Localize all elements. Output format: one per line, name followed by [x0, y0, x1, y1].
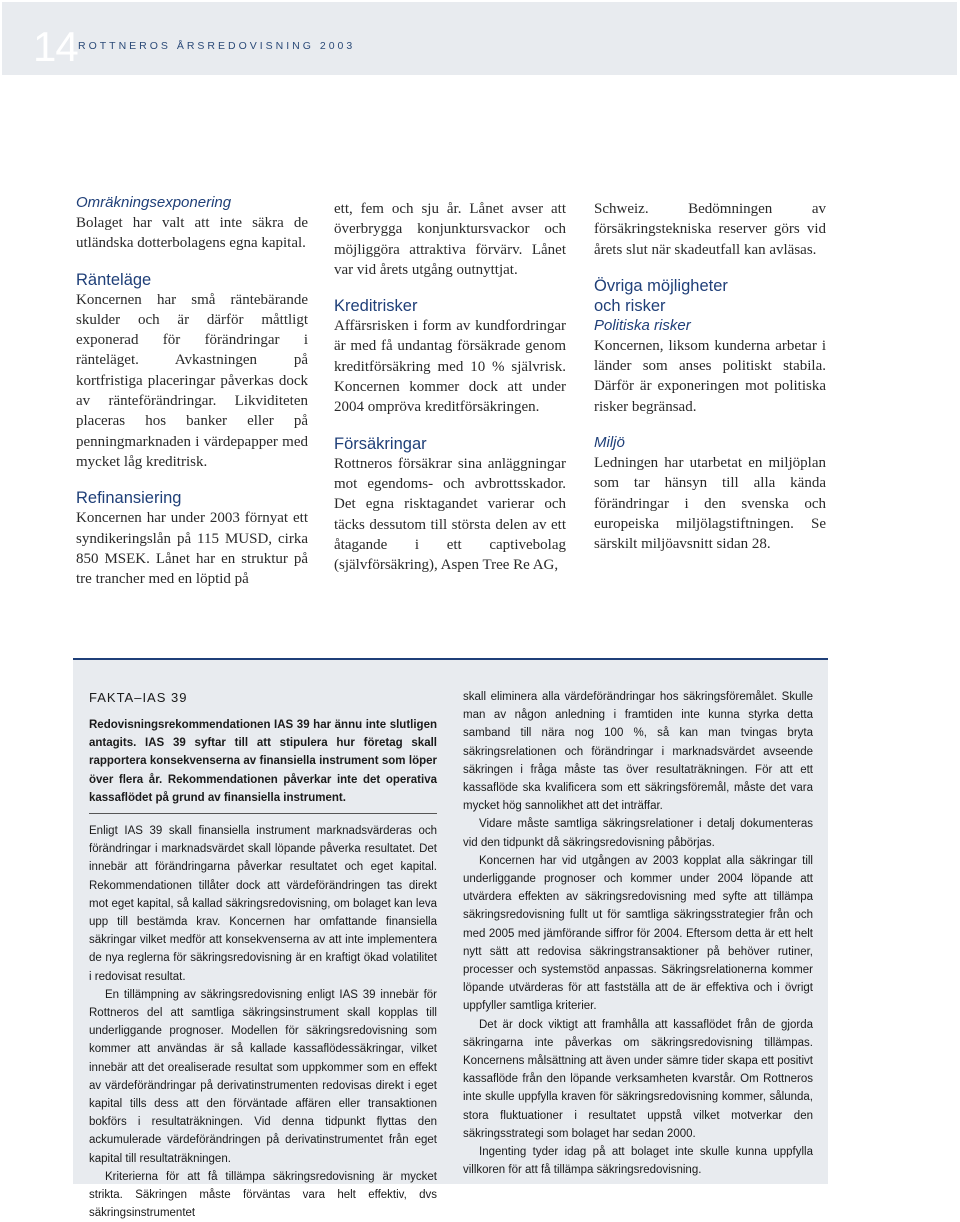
paragraph: Bolaget har valt att inte säkra de utländska dotterbolagens egna kapital.	[76, 215, 308, 252]
fakta-box	[73, 658, 828, 1220]
text-column-2	[334, 199, 566, 575]
text-column-1	[76, 193, 308, 589]
fakta-title: FAKTA–IAS 39	[89, 690, 188, 705]
heading-forsakringar: Försäkringar	[334, 434, 427, 453]
paragraph: Koncernen har under 2003 förnyat ett syndikeringslån på 115 MUSD, cirka 850 MSEK. Lånet har en struktur på tre trancher med en löptid på	[76, 510, 308, 588]
paragraph: Ledningen har utarbetat en miljöplan som tar hänsyn till alla kända förändringar i den svenska och europeiska miljölagstiftningen. Se särskilt miljöavsnitt sidan 28.	[594, 455, 826, 553]
paragraph: Ingenting tyder idag på att bolaget inte skulle kunna uppfylla villkoren för att få tillämpa säkringsredovisning.	[463, 1146, 813, 1177]
fakta-right-column	[463, 688, 813, 1179]
paragraph: Rottneros försäkrar sina anläggningar mot egendoms- och avbrottsskador. Det egna risktagandet varierar och täcks dessutom till största delen av ett åtagande i ett captivebolag (självförsäkring), Aspen Tree Re AG,	[334, 455, 566, 574]
page-number: 14	[33, 23, 78, 70]
paragraph: Det är dock viktigt att framhålla att kassaflödet från de gjorda säkringarna inte påverkas om säkringsredovisning tillämpas. Koncernens målsättning att även under sämre tider skapa ett positivt kassaflöde från den löpande verksamheten kvarstår. Om Rottneros inte skulle uppfylla kraven för säkringsredovisning kommer, sålunda, stora fluktuationer i resultatet uppstå vilket motverkar den säkringsstrategi som bolaget har sedan 2000.	[463, 1018, 813, 1140]
paragraph: Koncernen, liksom kunderna arbetar i länder som anses politiskt stabila. Därför är exponeringen mot politiska risker begränsad.	[594, 337, 826, 415]
heading-ovriga-mojligheter: Övriga möjligheter	[594, 276, 728, 295]
fakta-intro: Redovisningsrekommendationen IAS 39 har ännu inte slutligen antagits. IAS 39 syftar till att stipulera hur företag skall rapportera konsekvenserna av finansiella instrument som löper över flera år. Rekommendationen påverkar inte det operativa kassaflödet på grund av finansiella instrument.	[89, 719, 437, 804]
divider	[89, 813, 437, 814]
paragraph: En tillämpning av säkringsredovisning enligt IAS 39 innebär för Rottneros del att samtliga säkringsinstrument skall kopplas till underliggande prognoser. Modellen för säkringsredovisning som kommer att användas är så kallade kassaflödessäkringar, vilket innebär att det orealiserade resultat som uppkommer som en effekt av värdeförändringar på derivatinstrumenten redovisas direkt i eget kapital tills dess att den förväntade affären eller transaktionen bokförs i resultaträkningen. Vid denna tidpunkt flyttas den ackumulerade värdeförändringen på derivatinstrumentet från eget kapital till resultaträkningen.	[89, 988, 437, 1165]
paragraph: skall eliminera alla värdeförändringar hos säkringsföremålet. Skulle man av någon anledning i framtiden inte kunna styrka detta samband till nära nog 100 %, så kan man tvingas bryta säkringsrelationen och förändringar i marknadsvärdet avseende säkringen i fråga måste tas över resultaträkningen. För att ett kassaflöde ska kvalificera som ett säkringsföremål, måste det vara mycket hög sannolikhet att det inträffar.	[463, 691, 813, 813]
paragraph: Koncernen har små räntebärande skulder och är därför måttligt exponerad för förändringar i ränteläget. Avkastningen på kortfristiga placeringar påverkas dock av ränteförändringar. Likviditeten placeras hos banker eller på penningmarknaden i värdepapper med mycket låg kreditrisk.	[76, 291, 308, 470]
heading-miljo: Miljö	[594, 434, 625, 452]
running-title: ROTTNEROS ÅRSREDOVISNING 2003	[78, 40, 356, 52]
paragraph: Enligt IAS 39 skall finansiella instrument marknadsvärderas och förändringar i marknadsvärdet skall löpande påverka resultatet. Det innebär att förändringarna påverkar resultatet och eget kapital. Rekommendationen tillåter dock att värdeförändringen tas direkt mot eget kapital, så kallad säkringsredovisning, om bolaget kan leva upp till bestämda krav. Koncernen har omfattande finansiella säkringar vilket medför att konsekvenserna av att inte implementera de nya reglerna för säkringsredovisning är en kraftigt ökad volatilitet i redovisat resultat.	[89, 825, 437, 983]
heading-och-risker: och risker	[594, 296, 666, 315]
heading-rantelage: Ränteläge	[76, 270, 152, 289]
heading-refinansiering: Refinansiering	[76, 489, 182, 508]
header-bar	[2, 2, 957, 75]
fakta-left-column	[89, 690, 437, 1222]
paragraph: Schweiz. Bedömningen av försäkringstekniska reserver görs vid årets slut när skadeutfall kan avläsas.	[594, 201, 826, 258]
paragraph: Vidare måste samtliga säkringsrelationer i detalj dokumenteras vid den tidpunkt då säkringsredovisning påbörjas.	[463, 818, 813, 849]
heading-kreditrisker: Kreditrisker	[334, 297, 418, 316]
paragraph: Kriterierna för att få tillämpa säkringsredovisning är mycket strikta. Säkringen måste förväntas vara helt effektiv, dvs säkringsinstrumentet	[89, 1170, 437, 1220]
paragraph: Affärsrisken i form av kundfordringar är med få undantag försäkrade genom kreditförsäkring med 10 % självrisk. Koncernen kommer dock att under 2004 ompröva kreditförsäkringen.	[334, 318, 566, 416]
heading-omrakningsexponering: Omräkningsexponering	[76, 194, 232, 211]
text-column-3	[594, 199, 826, 555]
paragraph: Koncernen har vid utgången av 2003 kopplat alla säkringar till underliggande prognoser och kommer under 2004 löpande att utvärdera effekten av säkringsredovisning med syfte att tillämpa säkringsredovisning fullt ut för samtliga säkringsstrategier från och med 2005 med jämförande siffror för 2004. Eftersom detta är ett helt nytt sätt att redovisa säkringstransaktioner på behöver rutiner, processer och systemstöd anpassas. Säkringsrelationerna kommer löpande utvärderas för att fastställa att de är effektiva och i övrigt uppfyller samtliga kriterier.	[463, 854, 813, 1013]
paragraph: ett, fem och sju år. Lånet avser att överbrygga konjunktursvackor och möjliggöra attraktiva förvärv. Lånet var vid årets utgång outnyttjat.	[334, 201, 566, 278]
subheading-politiska-risker: Politiska risker	[594, 316, 691, 334]
